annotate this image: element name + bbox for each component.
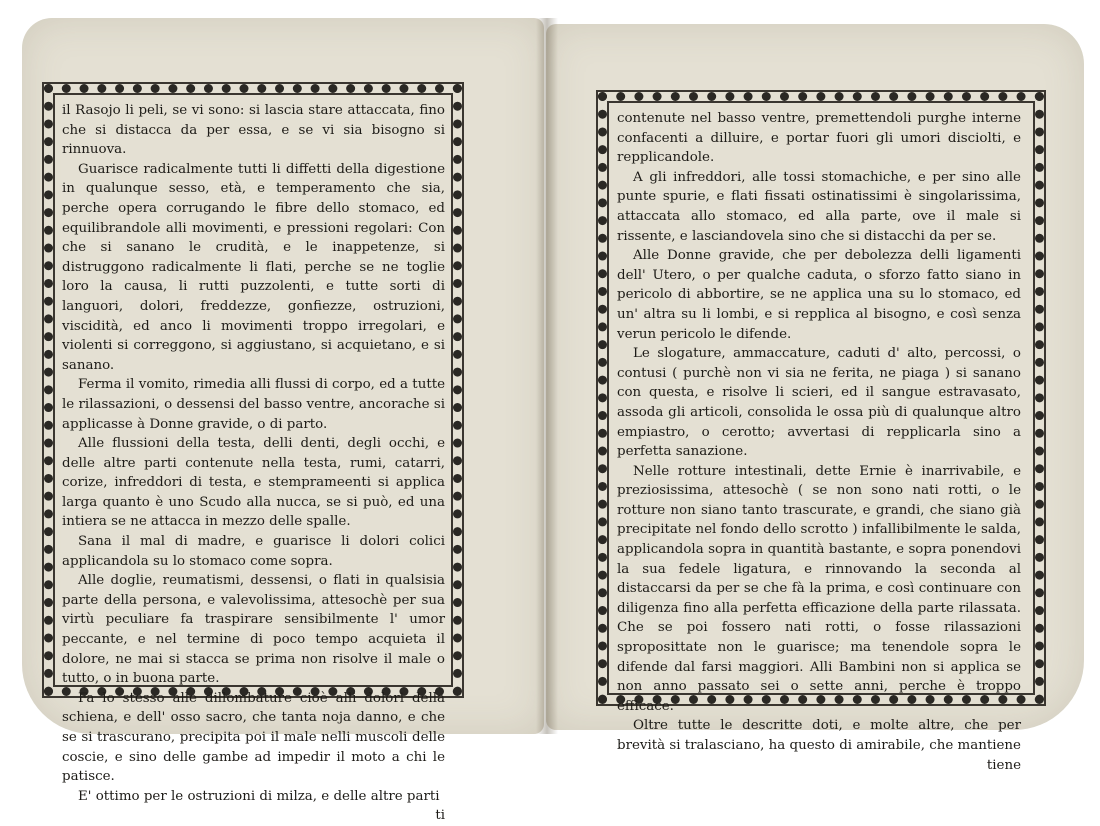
paragraph: Le slogature, ammaccature, caduti d' alto, percossi, o contusi ( purchè non vi sia ne ferita, ne piaga ) si sanano con questa, e risolve li scieri, ed il sangue estravasato, assoda gli articoli, consolida le ossa più di qualunque altro empiastro, o cerotto; avvertasi di repplicarla sino a perfetta sanazione. xyxy=(617,346,1021,460)
paragraph: Fa lo stesso alle dillombature cioè alli dolori della schiena, e dell' osso sacro, che tanta noja danno, e che se si trascurano, precipita poi il male nelli muscoli delle coscie, e sino delle gambe ad impedir il moto a chi le patisce. xyxy=(62,690,445,785)
paragraph: Nelle rotture intestinali, dette Ernie è inarrivabile, e preziosissima, attesochè ( se non sono nati rotti, o le rotture non siano tanto trascurate, e grandi, che siano già precipitate nel fondo dello scrotto ) infallibilmente le salda, applicandola sopra in quantità bastante, e sopra ponendovi la sua fedele ligatura, e rinnovando la seconda al distaccarsi da per se che fà la prima, e così continuare con diligenza fino alla perfetta efficazione della parte rilassata. Che se poi fossero nati rotti, o fosse rilassazioni sproposittate non le guarisce; ma tenendole sopra le difende dal farsi maggiori. Alli Bambini non si applica se non anno passato sei o sette anni, perche è troppo efficace. xyxy=(617,463,1021,714)
paragraph: A gli infreddori, alle tossi stomachiche, e per sino alle punte spurie, e flati fissati ostinatissimi è singolarissima, attaccata allo stomaco, ed alla parte, ove il male si rissente, e lasciandovela sino che si distacchi da per se. xyxy=(617,169,1021,244)
paragraph: Alle doglie, reumatismi, dessensi, o flati in qualsisia parte della persona, e valevolissima, attesochè per sua virtù peculiare fa traspirare sensibilmente l' umor peccante, e nel termine di poco tempo acquieta il dolore, ne mai si stacca se prima non risolve il male o tutto, o in buona parte. xyxy=(62,573,445,687)
left-page-text xyxy=(62,101,445,824)
right-page-text xyxy=(617,109,1021,773)
paragraph: Guarisce radicalmente tutti li diffetti della digestione in qualunque sesso, età, e temperamento che sia, perche opera corrugando le fibre dello stomaco, ed equilibrandole alli movimenti, e pressioni regolari: Con che si sanano le crudità, e le inappetenze, si distruggono radicalmente li flati, perche se ne toglie loro la causa, li rutti puzzolenti, e tutte sorti di languori, dolori, freddezze, gonfiezze, ostruzioni, viscidità, ed anco li movimenti troppo irregolari, e violenti si correggono, si aggiustano, si acquietano, e si sanano. xyxy=(62,161,445,373)
catchword: tiene xyxy=(986,757,1021,773)
paragraph: Oltre tutte le descritte doti, e molte altre, che per brevità si tralasciano, ha questo di amirabile, che mantiene xyxy=(617,718,1021,753)
paragraph: Ferma il vomito, rimedia alli flussi di corpo, ed a tutte le rilassazioni, o dessensi del basso ventre, ancorache si applicasse à Donne gravide, o di parto. xyxy=(62,377,445,432)
paragraph: E' ottimo per le ostruzioni di milza, e delle altre parti xyxy=(78,788,440,804)
paragraph: Alle Donne gravide, che per debolezza delli ligamenti dell' Utero, o per qualche caduta, o sforzo fatto siano in pericolo di abbortire, se ne applica una su lo stomaco, ed un' altra su li lombi, e si repplica al bisogno, e così senza verun pericolo le difende. xyxy=(617,248,1021,342)
paragraph: Sana il mal di madre, e guarisce li dolori colici applicandola su lo stomaco come sopra. xyxy=(62,534,445,569)
paragraph: contenute nel basso ventre, premettendoli purghe interne confacenti a dilluire, e portar fuori gli umori disciolti, e repplicandole. xyxy=(617,111,1021,166)
paragraph: Alle flussioni della testa, delli denti, degli occhi, e delle altre parti contenute nella testa, rumi, catarri, corize, infreddori di testa, e stemprameenti si applica larga quanto è uno Scudo alla nucca, se si può, ed una intiera se ne attacca in mezzo delle spalle. xyxy=(62,436,445,530)
paragraph: il Rasojo li peli, se vi sono: si lascia stare attaccata, fino che si distacca da per essa, e se vi sia bisogno si rinnuova. xyxy=(62,103,445,158)
catchword: ti xyxy=(435,808,445,824)
book-gutter xyxy=(536,18,558,734)
